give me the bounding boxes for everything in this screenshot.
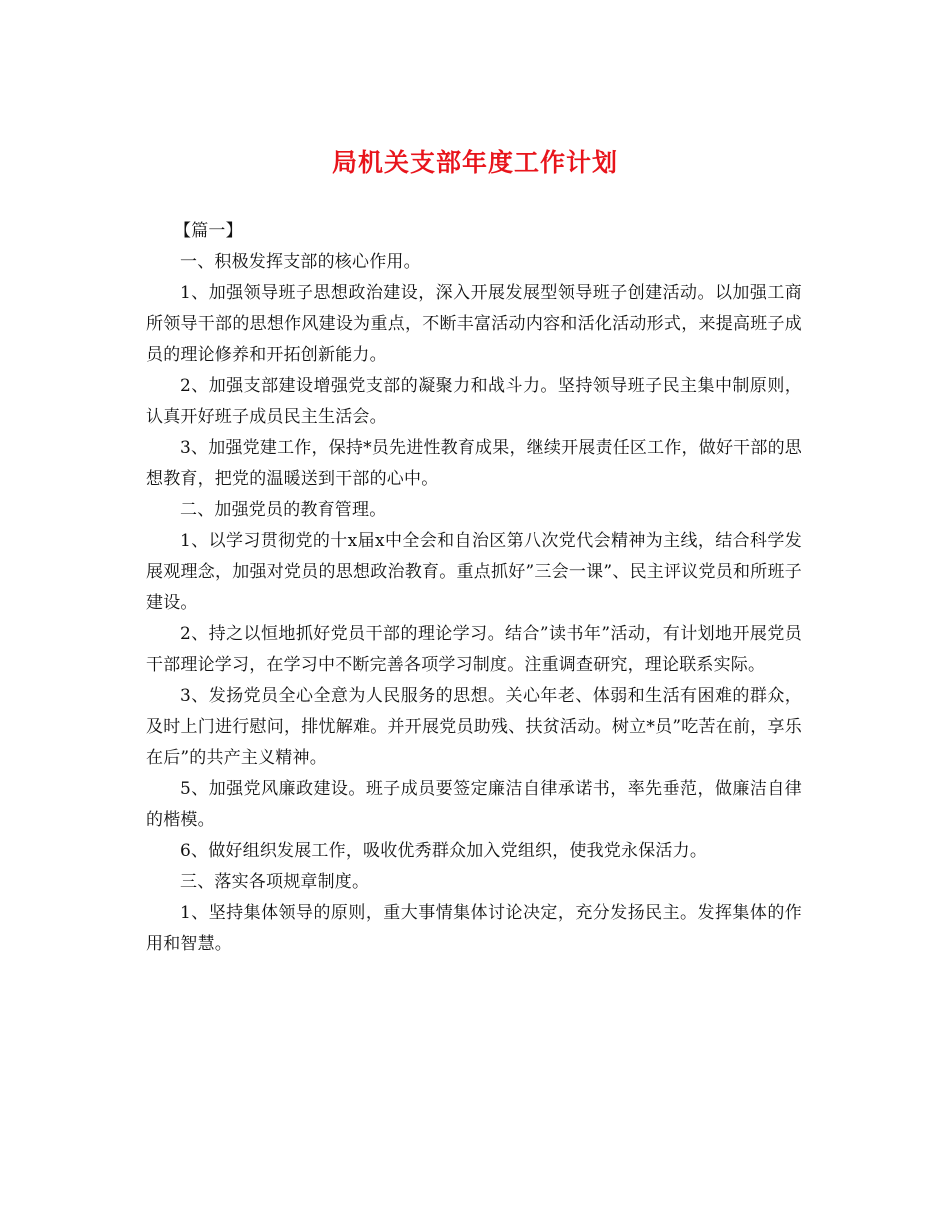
paragraph: 3、加强党建工作，保持*员先进性教育成果，继续开展责任区工作，做好干部的思想教育，把党的温暖送到干部的心中。 <box>146 438 802 489</box>
document-title: 局机关支部年度工作计划 <box>331 148 618 177</box>
paragraph: 3、发扬党员全心全意为人民服务的思想。关心年老、体弱和生活有困难的群众，及时上门进行慰问，排忧解难。并开展党员助残、扶贫活动。树立*员”吃苦在前，享乐在后”的共产主义精神。 <box>146 686 802 768</box>
paragraph: 1、以学习贯彻党的十x届x中全会和自治区第八次党代会精神为主线，结合科学发展观理念，加强对党员的思想政治教育。重点抓好”三会一课”、民主评议党员和所班子建设。 <box>146 531 802 613</box>
paragraph: 1、加强领导班子思想政治建设，深入开展发展型领导班子创建活动。以加强工商所领导干部的思想作风建设为重点，不断丰富活动内容和活化活动形式，来提高班子成员的理论修养和开拓创新能力。 <box>146 283 802 365</box>
paragraph: 2、加强支部建设增强党支部的凝聚力和战斗力。坚持领导班子民主集中制原则，认真开好班子成员民主生活会。 <box>146 376 802 427</box>
paragraph: 2、持之以恒地抓好党员干部的理论学习。结合”读书年”活动，有计划地开展党员干部理论学习，在学习中不断完善各项学习制度。注重调查研究，理论联系实际。 <box>146 624 802 675</box>
paragraph: 6、做好组织发展工作，吸收优秀群众加入党组织，使我党永保活力。 <box>180 841 708 861</box>
section-label: 【篇一】 <box>174 221 243 241</box>
paragraph: 二、加强党员的教育管理。 <box>180 500 387 520</box>
paragraph: 三、落实各项规章制度。 <box>180 872 370 892</box>
paragraph: 一、积极发挥支部的核心作用。 <box>180 252 421 272</box>
document-body <box>146 216 802 960</box>
paragraph: 1、坚持集体领导的原则，重大事情集体讨论决定，充分发扬民主。发挥集体的作用和智慧。 <box>146 903 802 954</box>
paragraph: 5、加强党风廉政建设。班子成员要签定廉洁自律承诺书，率先垂范，做廉洁自律的楷模。 <box>146 779 802 830</box>
